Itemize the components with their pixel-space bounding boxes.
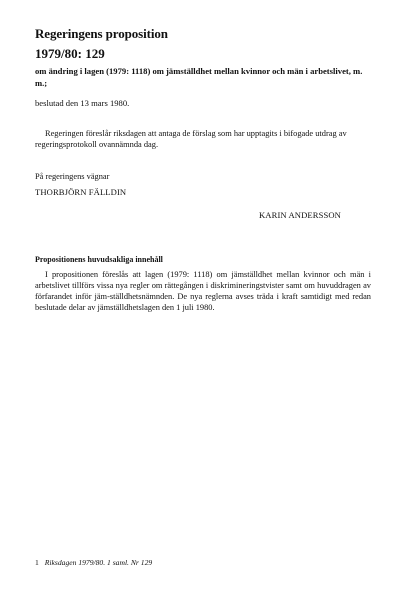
page-number: 1 xyxy=(35,558,39,567)
page-footer xyxy=(35,558,152,567)
body-paragraph: Regeringen föreslår riksdagen att antaga de förslag som har upptagits i bifogade utdrag av regeringsprotokoll ovannämnda dag. xyxy=(35,129,347,149)
document-title: Regeringens proposition xyxy=(35,26,168,41)
decision-date: beslutad den 13 mars 1980. xyxy=(35,98,130,108)
proposition-subject: om ändring i lagen (1979: 1118) om jämställdhet mellan kvinnor och män i arbetslivet, m. m.; xyxy=(35,66,363,88)
footer-reference: Riksdagen 1979/80. 1 saml. Nr 129 xyxy=(44,558,153,567)
signer-prime-minister: THORBJÖRN FÄLLDIN xyxy=(35,187,127,197)
summary-text: I propositionen föreslås att lagen (1979: 1118) om jämställdhet mellan kvinnor och män i arbetslivet tillförs vissa nya regler om rättegången i diskrimineringstvister samt om huvuddragen av förfarandet inför jäm-ställdhetsnämnden. De nya reglerna avses träda i kraft samtidigt med redan beslutade delar av jämställdhetslagen den 1 juli 1980. xyxy=(35,270,371,312)
on-behalf-line: På regeringens vägnar xyxy=(35,172,110,181)
summary-heading: Propositionens huvudsakliga innehåll xyxy=(35,255,163,264)
proposition-number: 1979/80: 129 xyxy=(35,46,105,61)
signer-minister: KARIN ANDERSSON xyxy=(259,210,341,220)
